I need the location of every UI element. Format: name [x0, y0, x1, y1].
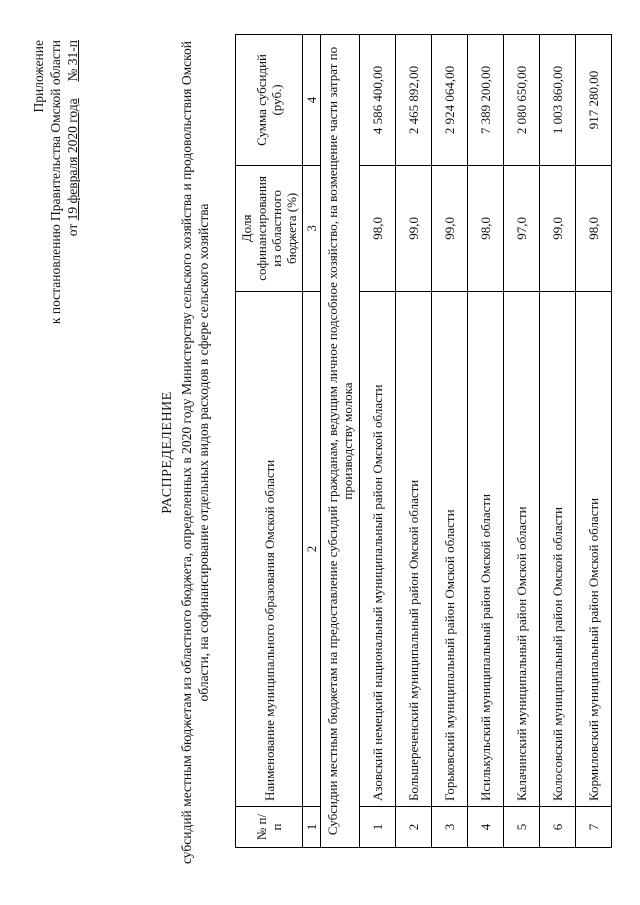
distribution-table — [235, 34, 612, 848]
header-number: № п/п — [236, 807, 303, 848]
appendix-reference: к постановлению Правительства Омской области — [48, 40, 63, 325]
document-title: РАСПРЕДЕЛЕНИЕ — [160, 391, 175, 514]
row-number: 5 — [504, 807, 540, 848]
row-number: 4 — [468, 807, 504, 848]
row-number: 1 — [360, 807, 396, 848]
resolution-date: 19 февраля 2020 года — [65, 98, 80, 221]
subsidy-sum: 4 586 400,00 — [360, 35, 396, 166]
column-number: 4 — [303, 35, 321, 166]
header-municipality: Наименование муниципального образования Омской области — [236, 291, 303, 806]
appendix-block — [30, 40, 81, 324]
column-number: 1 — [303, 807, 321, 848]
cofinancing-share: 99,0 — [540, 165, 576, 291]
subsidy-sum: 917 280,00 — [576, 35, 612, 166]
subsidy-sum: 2 080 650,00 — [504, 35, 540, 166]
from-label: от — [65, 223, 80, 237]
municipality-name: Большереченский муниципальный район Омской области — [396, 291, 432, 806]
cofinancing-share: 98,0 — [468, 165, 504, 291]
row-number: 7 — [576, 807, 612, 848]
appendix-date-line — [64, 40, 81, 324]
municipality-name: Азовский немецкий национальный муниципальный район Омской области — [360, 291, 396, 806]
cofinancing-share: 97,0 — [504, 165, 540, 291]
table-row — [540, 35, 576, 848]
row-number: 6 — [540, 807, 576, 848]
column-number: 3 — [303, 165, 321, 291]
header-sum: Сумма субсидий (руб.) — [236, 35, 303, 166]
subsidy-sum: 2 465 892,00 — [396, 35, 432, 166]
municipality-name: Горьковский муниципальный район Омской области — [432, 291, 468, 806]
table-row — [504, 35, 540, 848]
table-header-row — [236, 35, 303, 848]
table-row — [360, 35, 396, 848]
row-number: 2 — [396, 807, 432, 848]
table-row — [468, 35, 504, 848]
cofinancing-share: 99,0 — [396, 165, 432, 291]
row-number: 3 — [432, 807, 468, 848]
subsidy-sum: 2 924 064,00 — [432, 35, 468, 166]
cofinancing-share: 98,0 — [576, 165, 612, 291]
municipality-name: Исилькульский муниципальный район Омской области — [468, 291, 504, 806]
cofinancing-share: 99,0 — [432, 165, 468, 291]
section-row — [321, 35, 360, 848]
municipality-name: Колосовский муниципальный район Омской области — [540, 291, 576, 806]
subsidy-sum: 7 389 200,00 — [468, 35, 504, 166]
section-title: Субсидии местным бюджетам на предоставление субсидий гражданам, ведущим личное подсобное хозяйство, на возмещение части затрат по производству молока — [321, 35, 360, 848]
column-number: 2 — [303, 291, 321, 806]
table-row — [396, 35, 432, 848]
table-row — [576, 35, 612, 848]
municipality-name: Калачинский муниципальный район Омской области — [504, 291, 540, 806]
appendix-title: Приложение — [31, 40, 46, 113]
table-row — [432, 35, 468, 848]
header-share: Доля софинансирования из областного бюджета (%) — [236, 165, 303, 291]
municipality-name: Кормиловский муниципальный район Омской области — [576, 291, 612, 806]
cofinancing-share: 98,0 — [360, 165, 396, 291]
column-number-row — [303, 35, 321, 848]
subsidy-sum: 1 003 860,00 — [540, 35, 576, 166]
resolution-number: № 31-п — [65, 40, 80, 82]
document-subtitle: субсидий местным бюджетам из областного бюджета, определенных в 2020 году Министерству сельского хозяйства и продовольствия Омской области, на софинансирование отдельных видов расходов в сфере сельского хозяйства — [179, 41, 211, 865]
